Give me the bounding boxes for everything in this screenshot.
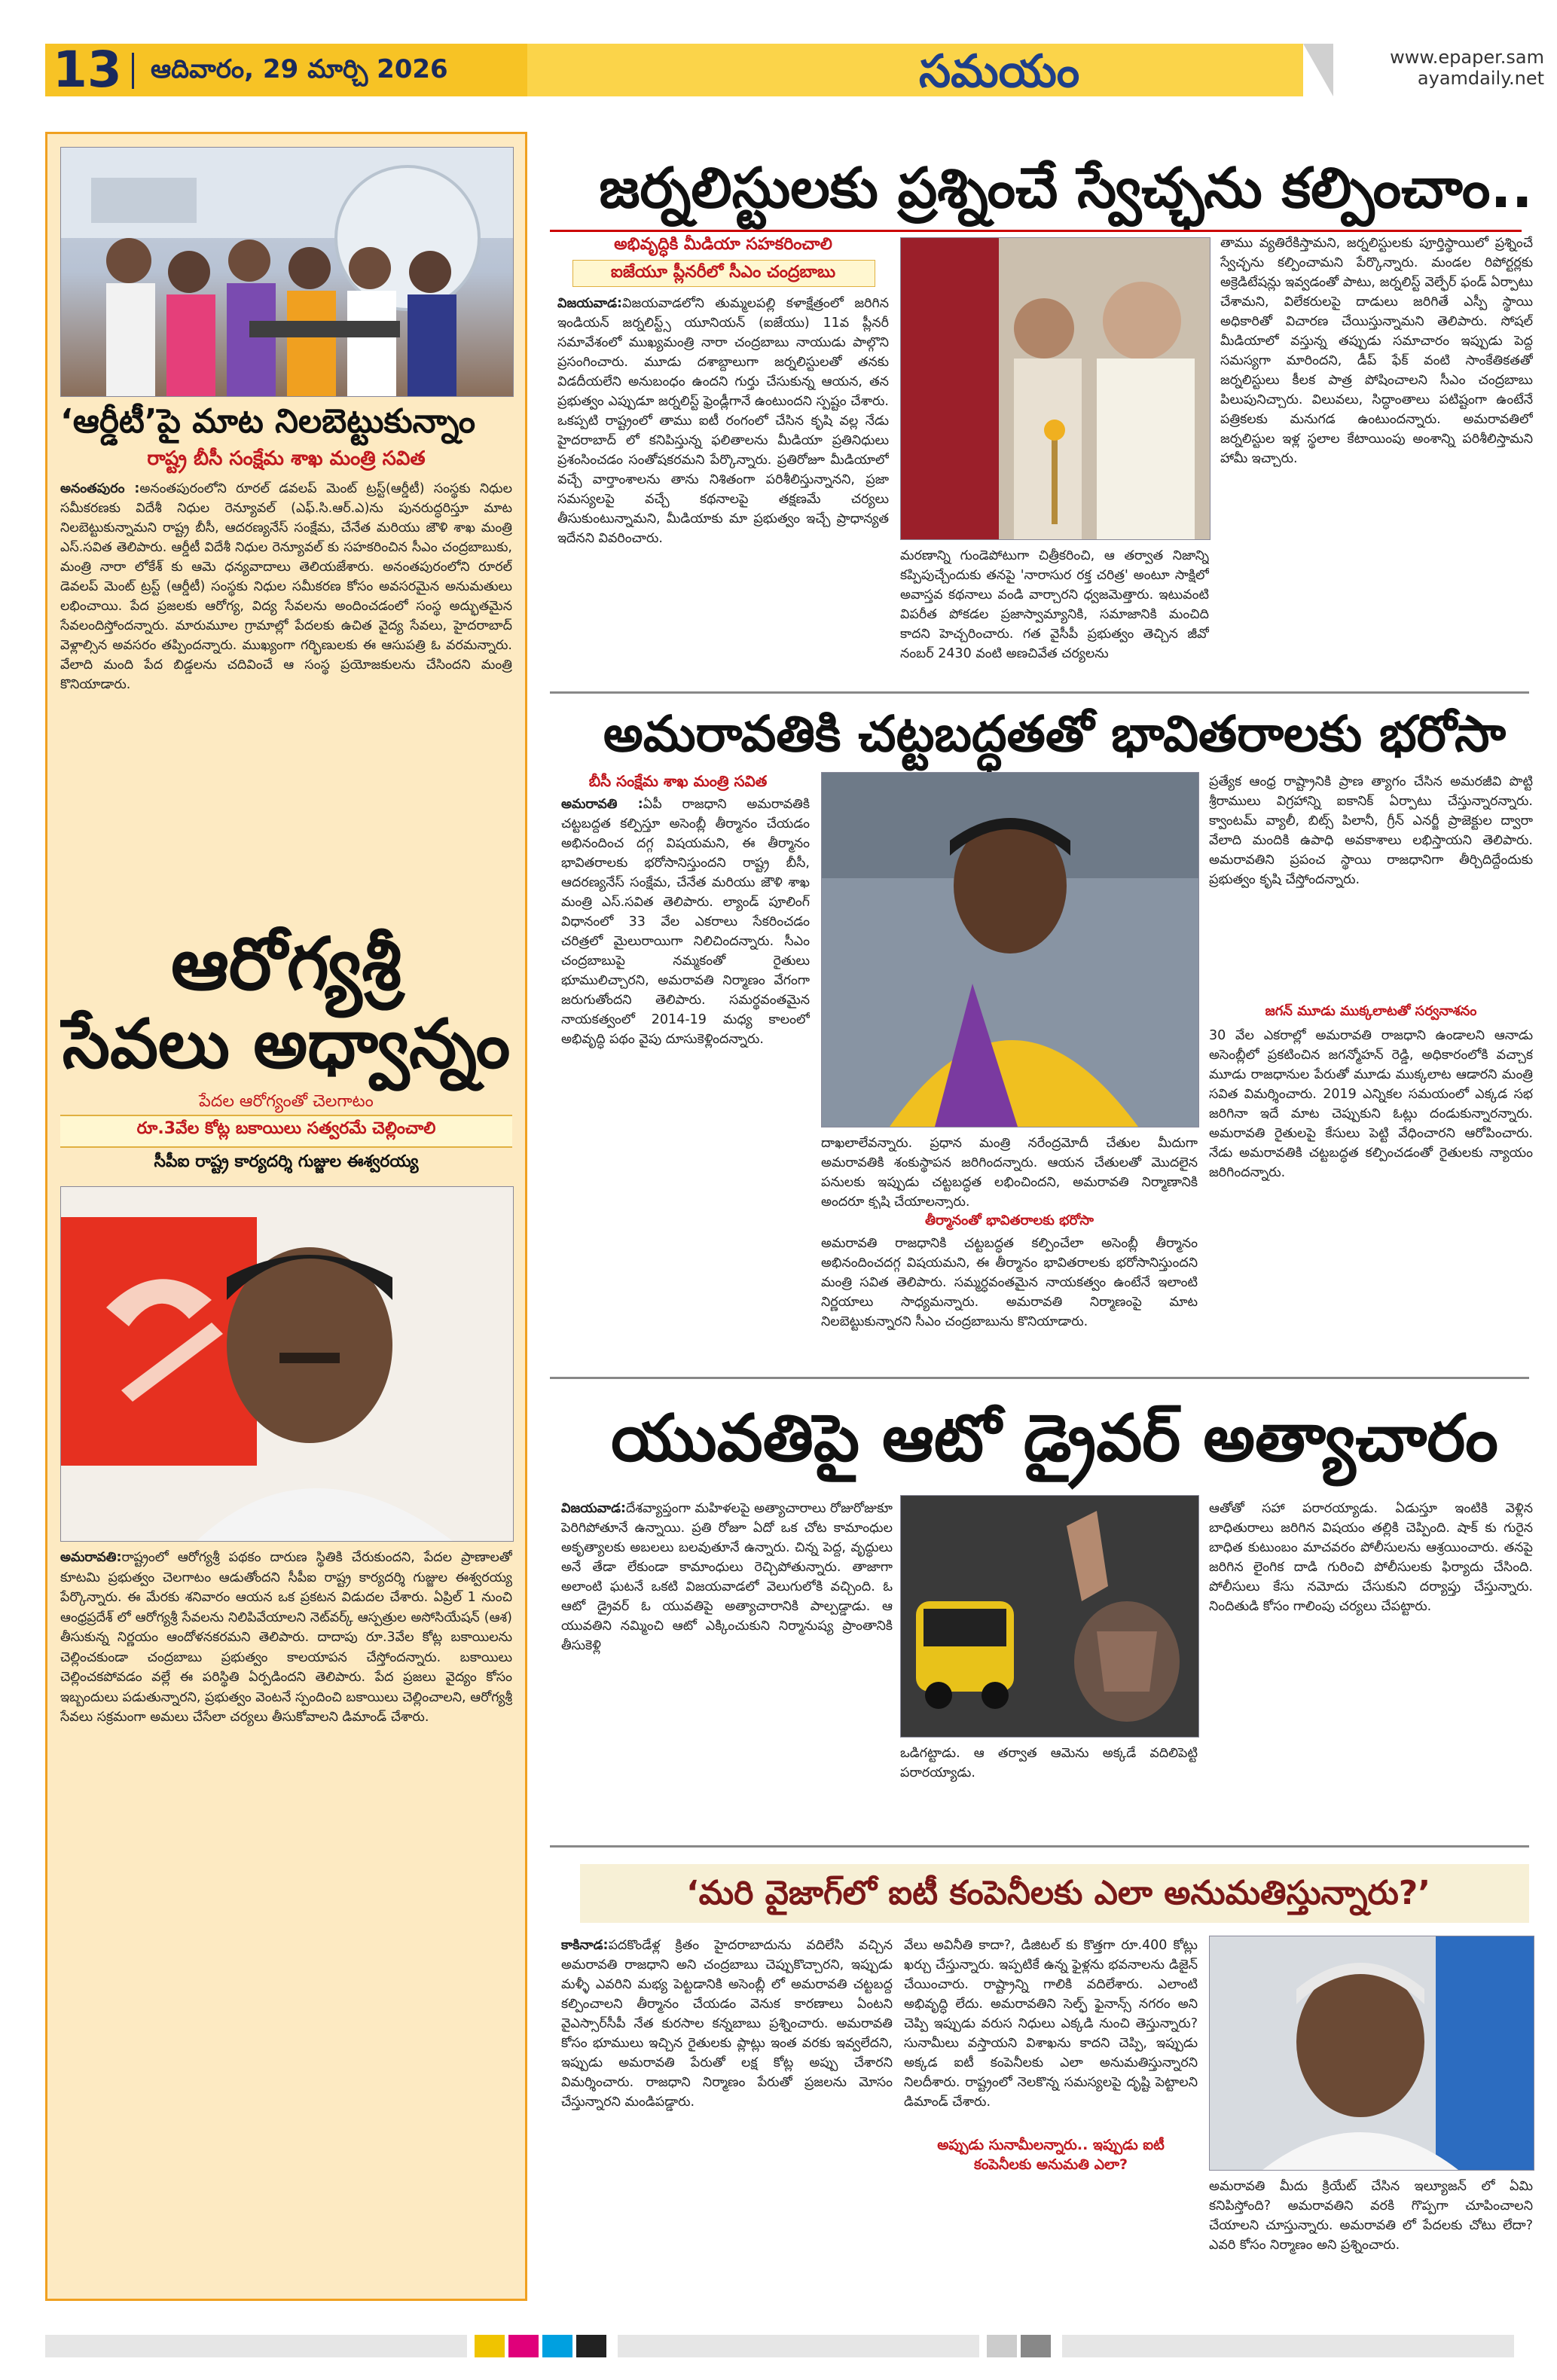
amaravati-body2: దాఖలాలేవన్నారు. ప్రధాన మంత్రి నరేంద్రమోదీ చేతుల మీదుగా అమరావతికి శంకుస్థాపన జరిగిందన్నారు. ఆయన చేతులతో మొదలైన పనులకు ఇప్పుడు చట్టబద్ధత లభించిందని, అమరావతి నిర్మాణానికి అందరూ కృషి చేయాలన్నారు. [821,1136,1198,1209]
cm-body2: మరణాన్ని గుండెపోటుగా చిత్రీకరించి, ఆ తర్వాత నిజాన్ని కప్పిపుచ్చేందుకు తనపై 'నారాసుర రక్త చరిత్ర' అంటూ సాక్షిలో అవాస్తవ కథనాలు వండి వార్చారని ధ్వజమెత్తారు. ఇటువంటి విపరీత పోకడల ప్రజాస్వామ్యానికి, సమాజానికి మంచిది కాదని హెచ్చరించారు. గత వైసీపీ ప్రభుత్వం తెచ్చిన జీవో నంబర్ 2430 వంటి అణచివేత చర్యలను [900,548,1209,661]
cm-body3: తాము వ్యతిరేకిస్తామని, జర్నలిస్టులకు పూర్తిస్థాయిలో ప్రశ్నించే స్వేచ్ఛను కల్పించామని పేర్కొన్నారు. మండల రిపోర్టర్లకు అక్రెడిటేషన్లు ఇవ్వడంతో పాటు, జర్నలిస్ట్ వెల్ఫేర్ ఫండ్ ఏర్పాటు చేశామని, విలేకరులపై దాడులు జరిగితే ఎస్పీ స్థాయి అధికారితో విచారణ చేయిస్తున్నామని తెలిపారు. సోషల్ మీడియాలో వస్తున్న తప్పుడు సమాచారం ఇప్పుడు పెద్ద సమస్యగా మారిందని, డీప్ ఫేక్ వంటి సాంకేతికతతో జర్నలిస్టులు కీలక పాత్ర పోషించాలని సీఎం చంద్రబాబు పిలుపునిచ్చారు. విలువలు, సిద్ధాంతాలు పటిష్టంగా ఉంటేనే పత్రికలకు మనుగడ ఉంటుందన్నారు. అమరావతిలో జర్నలిస్టుల ఇళ్ల స్థలాల కేటాయింపు అంశాన్ని పరిశీలిస్తామని హామీ ఇచ్చారు. [1220,236,1533,466]
story2-sub2: సీపీఐ రాష్ట్ర కార్యదర్శి గుజ్జుల ఈశ్వరయ్య [154,1152,419,1171]
vizag-mid-sub [904,2135,1198,2174]
footer-gray-right [1062,2335,1514,2357]
amaravati-body1-text: ఏపీ రాజధాని అమరావతికి చట్టబద్దత కల్పిస్తూ అసెంబ్లీ తీర్మానం చేయడం అభినందించ దగ్గ విషయమని, ఈ తీర్మానం భావితరాలకు భరోసానిస్తుందని రాష్ట్ర బీసీ, ఆదరణ్యనేస్ సంక్షేమ, చేనేత మరియు జౌళి శాఖ మంత్రి ఎస్.సవిత తెలిపారు. ల్యాండ్ పూలింగ్ విధానంలో 33 వేల ఎకరాలు సేకరించడం చరిత్రలో మైలురాయిగా నిలిచిందన్నారు. సీఎం చంద్రబాబుపై నమ్మకంతో రైతులు భూములిచ్చారని, అమరావతి నిర్మాణం వేగంగా జరుగుతోందని తెలిపారు. సమర్థవంతమైన నాయకత్వంలో 2014-19 మధ్య కాలంలో అభివృద్ధి పథం వైపు దూసుకెళ్లిందన్నారు. [561,797,810,1047]
story1-body [60,479,512,916]
savitha-assembly-photo [821,772,1199,1127]
story1-text: అనంతపురంలోని రూరల్ డవలప్ మెంట్ ట్రస్ట్(ఆర్డీటీ) సంస్థకు నిధుల సమీకరణకు విదేశీ నిధుల రెన్యూవల్ (ఎఫ్.సి.ఆర్.ఎ)ను పునరుద్ధరిస్తూ మాట నిలబెట్టుకున్నామని రాష్ట్ర బీసీ, ఆదరణ్యనేస్ సంక్షేమ, చేనేత మరియు జౌళి శాఖ మంత్రి ఎస్.సవిత తెలిపారు. ఆర్డీటీ విదేశీ నిధుల రెన్యూవల్ కు సహకరించిన సీఎం చంద్రబాబుకు, మంత్రి నారా లోకేశ్ కు ఆమె ధన్యవాదాలు తెలియజేశారు. అనంతపురంలోని రూరల్ డెవలప్ మెంట్ ట్రస్ట్ (ఆర్డీటీ) సంస్థకు నిధుల సమీకరణ కోసం అవసరమైన అనుమతులు లభించాయి. పేద ప్రజలకు ఆరోగ్య, విద్య సేవలను అందించడంలో సంస్థ అద్భుతమైన సేవలందిస్తోందన్నారు. మారుమూల గ్రామాల్లో పేదలకు ఉచిత వైద్య సేవలు, హైదరాబాద్ వెళ్లాల్సిన అవసరం తప్పిందన్నారు. ముఖ్యంగా గర్భిణులకు ఈ ఆసుపత్రి ఓ వరమన్నారు. వేలాది మంది పేద బిడ్డలను చదివించే ఆ సంస్థ ప్రయోజకులను చేసిందని మంత్రి కొనియాడారు. [60,481,512,692]
amaravati-dateline: అమరావతి : [561,797,643,812]
eswaraiah-photo [60,1186,514,1542]
newspaper-logo: సమయం [919,45,1080,98]
cm-rule [550,230,1522,232]
auto-body1 [561,1499,893,1841]
vizag-photo-caption: అమరావతి మీదు క్రియేట్ చేసిన ఇల్యూజన్ లో ఏమి కనిపిస్తోంది? అమరావతిని వరకి గొప్పగా చూపించాలని చేయాలని చూస్తున్నారు. అమరావతి లో పేదలకు చోటు లేదా? ఎవరి కోసం నిర్మాణం అని ప్రశ్నించారు. [1209,2179,1533,2253]
story1-title: ‘ఆర్డీటీ’పై మాట నిలబెట్టుకున్నాం [60,402,476,441]
auto-photo-illustration [901,1496,1198,1737]
kannababu-photo-illustration [1210,1936,1534,2170]
amaravati-body4: ప్రత్యేక ఆంధ్ర రాష్ట్రానికి ప్రాణ త్యాగం చేసిన అమరజీవి పొట్టి శ్రీరాములు విగ్రహాన్ని ఐకానిక్ ఏర్పాటు చేస్తున్నారన్నారు. క్వాంటమ్ వ్యాలీ, బిట్స్ పిలానీ, గ్రీన్ ఎనర్జీ ప్రాజెక్టుల ద్వారా వేలాది మందికి ఉపాధి అవకాశాలు లభిస్తాయని తెలిపారు. అమరావతిని ప్రపంచ స్థాయి రాజధానిగా తీర్చిదిద్దేందుకు ప్రభుత్వం కృషి చేస్తోందన్నారు. [1209,774,1533,887]
section-rule-2 [550,1377,1529,1379]
kannababu-photo [1209,1936,1534,2171]
story2-text: రాష్ట్రంలో ఆరోగ్యశ్రీ పథకం దారుణ స్థితికి చేరుకుందని, పేదల ప్రాణాలతో కూటమి ప్రభుత్వం చెలగాటం ఆడుతోందని సీపీఐ రాష్ట్ర కార్యదర్శి గుజ్జుల ఈశ్వరయ్య పేర్కొన్నారు. ఈ మేరకు శనివారం ఆయన ఒక ప్రకటన విడుదల చేశారు. ఏప్రిల్ 1 నుంచి ఆంధ్రప్రదేశ్ లో ఆరోగ్యశ్రీ సేవలను నిలిపివేయాలని నెట్‌వర్క్ ఆస్పత్రుల అసోసియేషన్ (ఆశ) తీసుకున్న నిర్ణయం ఆందోళనకరమని తెలిపారు. దాదాపు రూ.3వేల కోట్ల బకాయిలను చెల్లించకుండా చంద్రబాబు ప్రభుత్వం కాలయాపన చేస్తోందన్నారు. బకాయిలు చెల్లించకపోవడం వల్లే ఈ పరిస్థితి ఏర్పడిందని తెలిపారు. పేద ప్రజలు వైద్యం కోసం ఇబ్బందులు పడుతున్నారని, ప్రభుత్వం వెంటనే స్పందించి బకాయిలు చెల్లించాలని, ఆరోగ్యశ్రీ సేవలు సక్రమంగా అమలు చేసేలా చర్యలు తీసుకోవాలని డిమాండ్ చేశారు. [60,1550,512,1725]
cm-photo-illustration [901,238,1210,539]
cm-dateline: విజయవాడ: [557,296,623,311]
footer-swatch-yellow [475,2335,505,2357]
amaravati-body1 [561,795,810,1277]
story2-kicker: పేదల ఆరోగ్యంతో చెలగాటం [199,1092,374,1111]
story2-title-line2: సేవలు అధ్వాన్నం [62,1005,511,1084]
auto-body1-text: దేశవ్యాప్తంగా మహిళలపై అత్యాచారాలు రోజురోజుకూ పెరిగిపోతూనే ఉన్నాయి. ప్రతి రోజూ ఏదో ఒక చోట కామాంధుల అకృత్యాలకు అబలలు బలవుతూనే ఉన్నారు. చిన్న పెద్ద, వృద్ధులు అనే తేడా లేకుండా కామాంధులు రెచ్చిపోతున్నారు. తాజాగా అలాంటి ఘటనే ఒకటి విజయవాడలో వెలుగులోకి వచ్చింది. ఓ ఆటో డ్రైవర్ ఓ యువతిపై అత్యాచారానికి పాల్పడ్డాడు. ఆ యువతిని నమ్మించి ఆటో ఎక్కించుకుని నిర్మానుష్య ప్రాంతానికి తీసుకెళ్లి [561,1501,893,1653]
footer-gray-mid [618,2335,979,2357]
auto-body2: ఒడిగట్టాడు. ఆ తర్వాత ఆమెను అక్కడే వదిలిపెట్టి పరారయ్యాడు. [900,1746,1198,1780]
story2-body [60,1548,512,2293]
auto-photo [900,1495,1199,1738]
amaravati-headline: అమరావతికి చట్టబద్ధతతో భావితరాలకు భరోసా [603,705,1507,763]
story2-title-line1: ఆరోగ్యశ్రీ [171,922,401,1006]
story2-sub1: రూ.3వేల కోట్ల బకాయిలు సత్వరమే చెల్లించాలి [136,1119,436,1138]
page-date: ఆదివారం, 29 మార్చి 2026 [151,54,448,84]
header-bar-right [527,44,1303,96]
auto-headline: యువతిపై ఆటో డ్రైవర్ అత్యాచారం [611,1401,1498,1476]
footer-swatch-cyan [542,2335,572,2357]
cm-sub: ఐజేయూ ప్లీనరీలో సీఎం చంద్రబాబు [610,263,836,282]
footer-colorbars [0,2327,1557,2365]
portrait-illustration [61,1187,513,1541]
amaravati-body3: అమరావతి రాజధానికి చట్టబద్ధత కల్పించేలా అసెంబ్లీ తీర్మానం అభినందించదగ్గ విషయమని, ఈ తీర్మానం భావితరాలకు భరోసానిస్తుందని మంత్రి సవిత తెలిపారు. సమ్మర్ధవంతమైన నాయకత్వం ఉంటేనే ఇలాంటి నిర్ణయాలు సాధ్యమన్నారు. అమరావతి నిర్మాణంపై మాట నిలబెట్టుకున్నారని సీఎం చంద్రబాబును కొనియాడారు. [821,1236,1198,1329]
vizag-dateline: కాకినాడ: [561,1938,609,1953]
footer-swatch-gray [1021,2335,1051,2357]
cm-headline: జర్నలిస్టులకు ప్రశ్నించే స్వేచ్ఛను కల్పించాం.. [599,156,1533,221]
cm-body1-text: విజయవాడలోని తుమ్మలపల్లి కళాక్షేత్రంలో జరిగిన ఇండియన్ జర్నలిస్ట్స్ యూనియన్ (ఐజేయు) 11వ ప్లీనరీ సమావేశంలో ముఖ్యమంత్రి నారా చంద్రబాబు నాయుడు పాల్గొని ప్రసంగించారు. మూడు దశాబ్దాలుగా జర్నలిస్టులతో తనకు విడదీయలేని అనుబంధం ఉందని గుర్తు చేసుకున్న ఆయన, తన ప్రభుత్వం ఎప్పుడూ జర్నలిస్ట్ ఫ్రెండ్లీగానే ఉంటుందని స్పష్టం చేశారు. ఒకప్పటి రాష్ట్రంలో తాము ఐటీ రంగంలో చేసిన కృషి వల్ల నేడు హైదరాబాద్ లో కనిపిస్తున్న ఫలితాలను మీడియా ప్రతినిధులు ప్రశంసించడం సంతోషకరమని పేర్కొన్నారు. ప్రతిరోజూ మీడియాలో వచ్చే వార్తాంశాలను తాను నిశితంగా పరిశీలిస్తున్నానని, ప్రజా సమస్యలపై వచ్చే కథనాలపై తక్షణమే చర్యలు తీసుకుంటున్నామని, మీడియాకు మా ప్రభుత్వం ఇచ్చే ప్రాధాన్యత ఇదేనని వివరించారు. [557,296,889,546]
cm-kicker: అభివృద్ధికి మీడియా సహకరించాలి [614,235,832,254]
amaravati-body5: 30 వేల ఎకరాల్లో అమరావతి రాజధాని ఉండాలని ఆనాడు అసెంబ్లీలో ప్రకటించిన జగన్మోహన్ రెడ్డి, అధికారంలోకి వచ్చాక మూడు రాజధానుల పేరుతో మూడు ముక్కలాట ఆడారని మంత్రి సవిత విమర్శించారు. 2019 ఎన్నికల సమయంలో ఎక్కడ సభ జరిగినా ఇదే మాట చెప్పుకుని ఓట్లు దండుకున్నారన్నారు. అమరావతి రైతులపై కేసులు పెట్టి వేధించారని ఆరోపించారు. నేడు అమరావతికి చట్టబద్ధత కల్పించడంతో రైతులకు న్యాయం జరిగిందన్నారు. [1209,1028,1533,1180]
website[interactable] [1348,47,1544,89]
footer-swatch-magenta [508,2335,539,2357]
footer-gray-left [45,2335,467,2357]
section-rule-3 [550,1845,1529,1848]
savitha-photo-illustration [822,773,1198,1127]
story1-dateline: అనంతపురం : [60,481,140,496]
vizag-mid-sub-line2: కంపెనీలకు అనుమతి ఎలా? [973,2156,1128,2173]
footer-swatch-black [576,2335,606,2357]
vizag-mid-sub-line1: అప్పుడు సునామీలన్నారు.. ఇప్పుడు ఐటీ [937,2137,1165,2153]
vizag-body1-text: పదకొండేళ్ల క్రితం హైదరాబాదును వదిలేసి వచ్చిన అమరావతి రాజధాని అని చంద్రబాబు చెప్పుకొచ్చారని, ఇప్పుడు మళ్ళీ ఎవరిని మభ్య పెట్టడానికి అసెంబ్లీ లో అమరావతి చట్టబద్ద కల్పించాలని తీర్మానం చేయడం వెనుక కారణాలు ఏంటని వైఎస్సార్‌సీపీ నేత కురసాల కన్నబాబు ప్రశ్నించారు. అమరావతి కోసం భూములు ఇచ్చిన రైతులకు ప్లాట్లు ఇంత వరకు ఇవ్వలేదని, ఇప్పుడు అమరావతి పేరుతో లక్ష కోట్ల అప్పు చేశారని విమర్శించారు. రాజధాని నిర్మాణం పేరుతో ప్రజలను మోసం చేస్తున్నారని మండిపడ్డారు. [561,1938,893,2110]
amaravati-mid-sub: తీర్మానంతో భావితరాలకు భరోసా [925,1213,1094,1228]
group-photo-illustration [61,148,513,396]
auto-dateline: విజయవాడ: [561,1501,627,1516]
amaravati-side-sub: జగన్ మూడు ముక్కలాటతో సర్వనాశనం [1265,1003,1477,1019]
footer-swatch-light [987,2335,1017,2357]
website-line1: www.epaper.sam [1390,47,1544,68]
vizag-body1 [561,1936,893,2297]
auto-body3: ఆతోతో సహా పరారయ్యాడు. ఏడుస్తూ ఇంటికి వెళ్లిన బాధితురాలు జరిగిన విషయం తల్లికి చెప్పింది. షాక్ కు గురైన బాధిత కుటుంబం మాచవరం పోలీసులను ఆశ్రయించారు. తనపై జరిగిన లైంగిక దాడి గురించి పోలీసులకు ఫిర్యాదు చేసింది. పోలీసులు కేసు నమోదు చేసుకుని దర్యాప్తు చేస్తున్నారు. నిందితుడి కోసం గాలింపు చర్యలు చేపట్టారు. [1209,1501,1533,1614]
savitha-group-photo [60,147,514,397]
amaravati-sub: బీసీ సంక్షేమ శాఖ మంత్రి సవిత [588,772,768,790]
cm-lamp-photo [900,237,1210,540]
cm-body1 [557,294,889,685]
header-separator [132,53,134,89]
story2-dateline: అమరావతి: [60,1550,122,1565]
header-corner [1303,44,1333,96]
section-rule-1 [550,691,1529,694]
vizag-headline: ‘మరి వైజాగ్‌లో ఐటీ కంపెనీలకు ఎలా అనుమతిస్తున్నారు?’ [685,1874,1431,1912]
story1-subtitle: రాష్ట్ర బీసీ సంక్షేమ శాఖ మంత్రి సవిత [147,447,426,470]
website-line2: ayamdaily.net [1417,68,1544,89]
vizag-body2: వేలు అవినీతి కాదా?, డిజిటల్ కు కొత్తగా రూ.400 కోట్లు ఖర్చు చేస్తున్నారు. ఇప్పటికే ఉన్న ఫైళ్లను భవనాలను డిజైన్ చేయించారు. రాష్ట్రాన్ని గాలికి వదిలేశారు. ఎలాంటి అభివృద్ధి లేదు. అమరావతిని సెల్ఫ్ ఫైనాన్స్ నగరం అని చెప్పి ఇప్పుడు వరుస నిధులు ఎక్కడి నుంచి తెస్తున్నారు? సునామీలు వస్తాయని విశాఖను కాదని చెప్పి, ఇప్పుడు అక్కడ ఐటీ కంపెనీలకు ఎలా అనుమతిస్తున్నారని నిలదీశారు. రాష్ట్రంలో నెలకొన్న సమస్యలపై దృష్టి పెట్టాలని డిమాండ్ చేశారు. [904,1938,1198,2110]
page-number: 13 [53,41,122,99]
